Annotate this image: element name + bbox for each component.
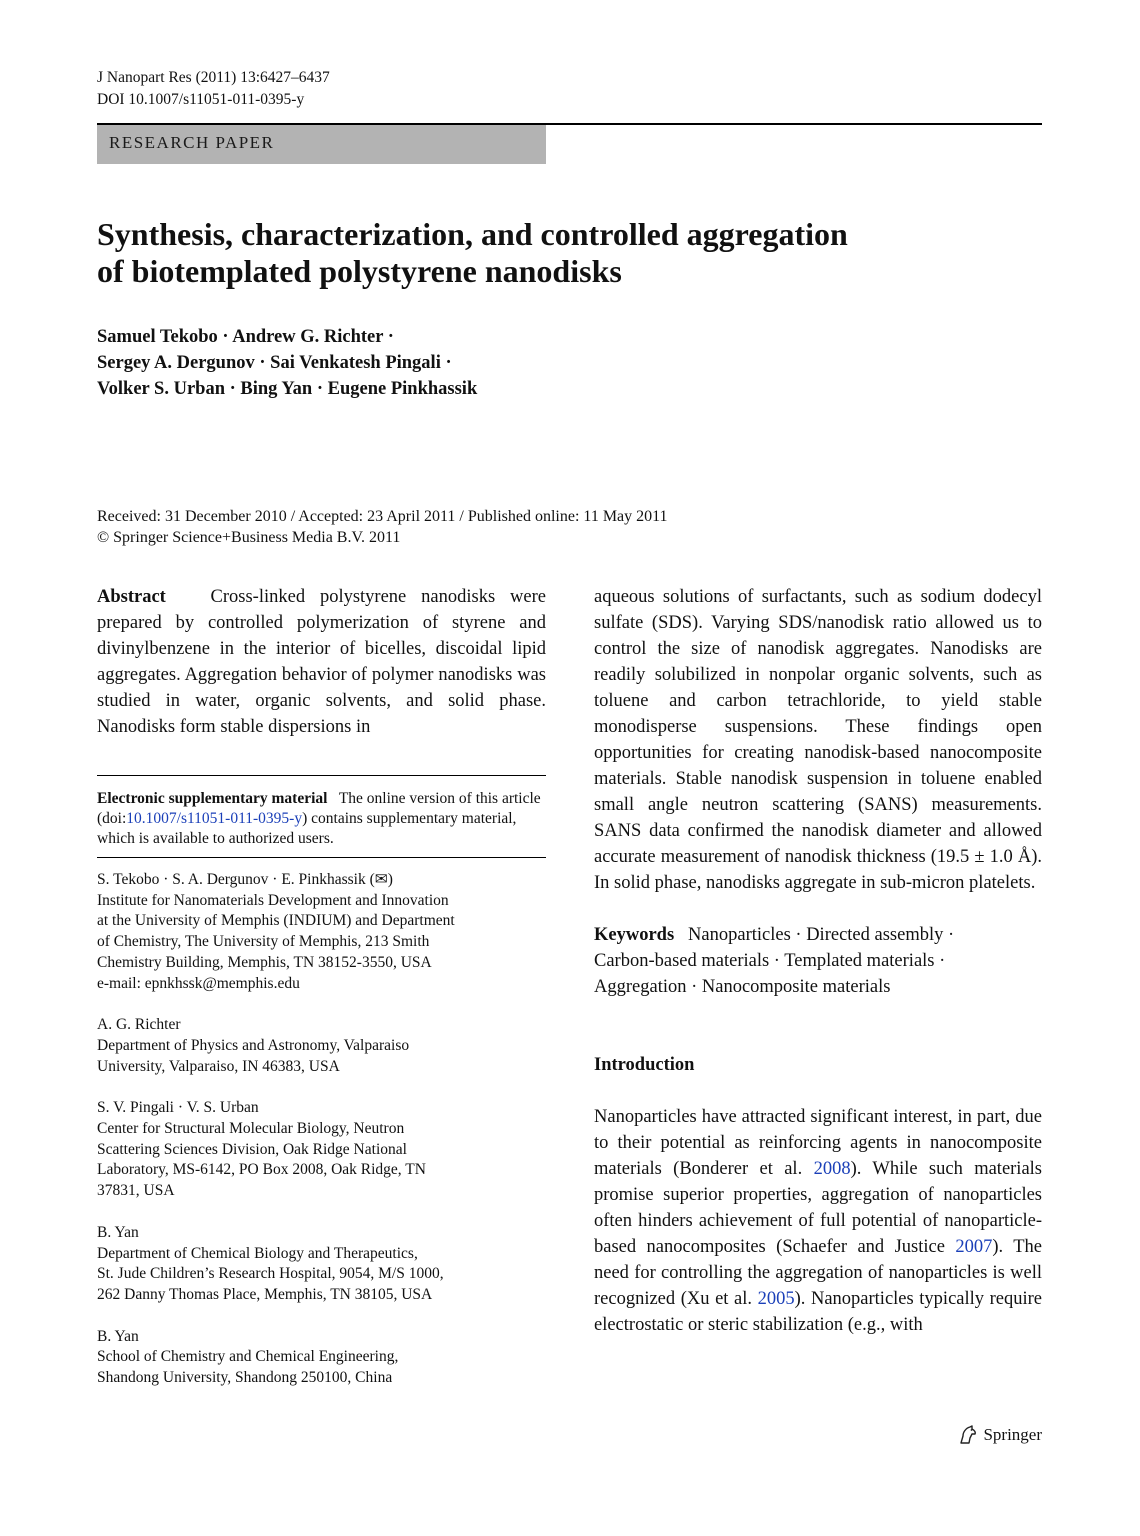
citation-xu[interactable]: 2005 [757,1289,795,1309]
affiliation-line: Scattering Sciences Division, Oak Ridge National [97,1140,407,1158]
authors-line-2: Sergey A. Dergunov · Sai Venkatesh Pingali · [97,353,452,373]
intro-text-3: ). The need for controlling the aggregation of nanoparticles is well recognized (Xu et al. [594,1237,1042,1309]
affiliation-names: S. Tekobo · S. A. Dergunov · E. Pinkhassik (✉) [97,871,393,888]
citation-bonderer[interactable]: 2008 [813,1159,851,1179]
footnote-rule-top [97,775,546,776]
keywords-heading: Keywords [594,925,675,945]
affiliation-line: Shandong University, Shandong 250100, China [97,1369,393,1387]
supplementary-note [97,789,546,849]
affiliation-line: of Chemistry, The University of Memphis, 213 Smith [97,933,430,951]
affiliation-block [97,1015,546,1077]
copyright: © Springer Science+Business Media B.V. 2011 [97,529,401,546]
affiliation-block [97,1327,546,1389]
esm-doi-link[interactable]: 10.1007/s11051-011-0395-y [126,810,303,827]
authors-line-3: Volker S. Urban · Bing Yan · Eugene Pinkhassik [97,379,478,399]
affiliations [97,870,546,1410]
abstract-left [97,584,546,740]
affiliation-line: University, Valparaiso, IN 46383, USA [97,1057,340,1075]
intro-text-2: ). While such materials promise superior properties, aggregation of nanoparticles often hinders achievement of full potential of nanoparticle-based nanocomposites (Schaefer and Justice [594,1159,1043,1257]
introduction-heading: Introduction [594,1055,695,1075]
journal-header [97,67,330,111]
footnote-rule-bottom [97,857,546,858]
intro-text-4: ). Nanoparticles typically require electrostatic or steric stabilization (e.g., with [594,1289,1042,1335]
affiliation-line: St. Jude Children’s Research Hospital, 9054, M/S 1000, [97,1265,444,1283]
paper-title [97,216,997,290]
citation-schaefer[interactable]: 2007 [955,1237,993,1257]
abstract-text-right: aqueous solutions of surfactants, such as sodium dodecyl sulfate (SDS). Varying SDS/nanodisk ratio allowed us to control the size of nanodisk aggregates. Nanodisks are readily solubilized in nonpolar organic solvents, such as toluene and carbon tetrachloride, to yield stable monodisperse suspensions. These findings open opportunities for creating nanodisk-based nanocomposite materials. Stable nanodisk suspension in toluene enabled small angle neutron scattering (SANS) measurements. SANS data confirmed the nanodisk diameter and allowed accurate measurement of nanodisk thickness (19.5 ± 1.0 Å). In solid phase, nanodisks aggregate in sub-micron platelets. [594,587,1042,893]
author-list [97,324,797,402]
esm-text-after: ) contains supplementary material, which is available to authorized users. [97,810,517,847]
affiliation-line: Institute for Nanomaterials Development and Innovation [97,891,449,909]
journal-citation: J Nanopart Res (2011) 13:6427–6437 [97,69,330,86]
affiliation-names: B. Yan [97,1327,139,1345]
journal-doi: DOI 10.1007/s11051-011-0395-y [97,91,305,108]
affiliation-line: Chemistry Building, Memphis, TN 38152-3550, USA [97,953,432,971]
affiliation-line: e-mail: epnkhssk@memphis.edu [97,974,300,992]
esm-heading: Electronic supplementary material [97,790,328,807]
affiliation-block [97,1098,546,1202]
affiliation-line: 37831, USA [97,1182,175,1200]
history-dates: Received: 31 December 2010 / Accepted: 23 April 2011 / Published online: 11 May 2011 [97,508,668,525]
affiliation-names: A. G. Richter [97,1016,181,1034]
affiliation-line: at the University of Memphis (INDIUM) and Department [97,912,455,930]
keywords-block [594,922,1042,1000]
affiliation-block [97,1223,546,1306]
title-line-1: Synthesis, characterization, and controlled aggregation [97,216,848,252]
affiliation-names: S. V. Pingali · V. S. Urban [97,1099,259,1117]
affiliation-line: Center for Structural Molecular Biology, Neutron [97,1120,405,1138]
title-line-2: of biotemplated polystyrene nanodisks [97,253,622,289]
keywords-line-3: Aggregation · Nanocomposite materials [594,977,891,997]
article-type-banner [97,125,546,164]
springer-horse-icon [957,1424,979,1446]
publication-dates [97,506,668,548]
keywords-line-2: Carbon-based materials · Templated materials · [594,951,946,971]
affiliation-block [97,870,546,994]
affiliation-names: B. Yan [97,1223,139,1241]
affiliation-line: School of Chemistry and Chemical Engineering, [97,1348,399,1366]
authors-line-1: Samuel Tekobo · Andrew G. Richter · [97,327,394,347]
publisher-footer [957,1424,1042,1446]
article-type-label: RESEARCH PAPER [109,133,275,152]
affiliation-line: Department of Physics and Astronomy, Valparaiso [97,1036,410,1054]
abstract-heading: Abstract [97,587,166,607]
affiliation-line: Laboratory, MS-6142, PO Box 2008, Oak Ridge, TN [97,1161,426,1179]
affiliation-line: 262 Danny Thomas Place, Memphis, TN 38105, USA [97,1285,433,1303]
affiliation-line: Department of Chemical Biology and Therapeutics, [97,1244,418,1262]
keywords-line-1: Nanoparticles · Directed assembly · [688,925,955,945]
publisher-name: Springer [983,1425,1042,1444]
intro-text-1: Nanoparticles have attracted significant interest, in part, due to their potential as reinforcing agents in nanocomposite materials (Bonderer et al. [594,1107,1042,1179]
introduction-text [594,1104,1042,1338]
esm-text-before: The online version of this article (doi: [97,790,541,827]
abstract-text-left: Cross-linked polystyrene nanodisks were prepared by controlled polymerization of styrene and divinylbenzene in the interior of bicelles, discoidal lipid aggregates. Aggregation behavior of polymer nanodisks was studied in water, organic solvents, and solid phase. Nanodisks form stable dispersions in [97,587,546,737]
right-column [594,584,1042,1338]
